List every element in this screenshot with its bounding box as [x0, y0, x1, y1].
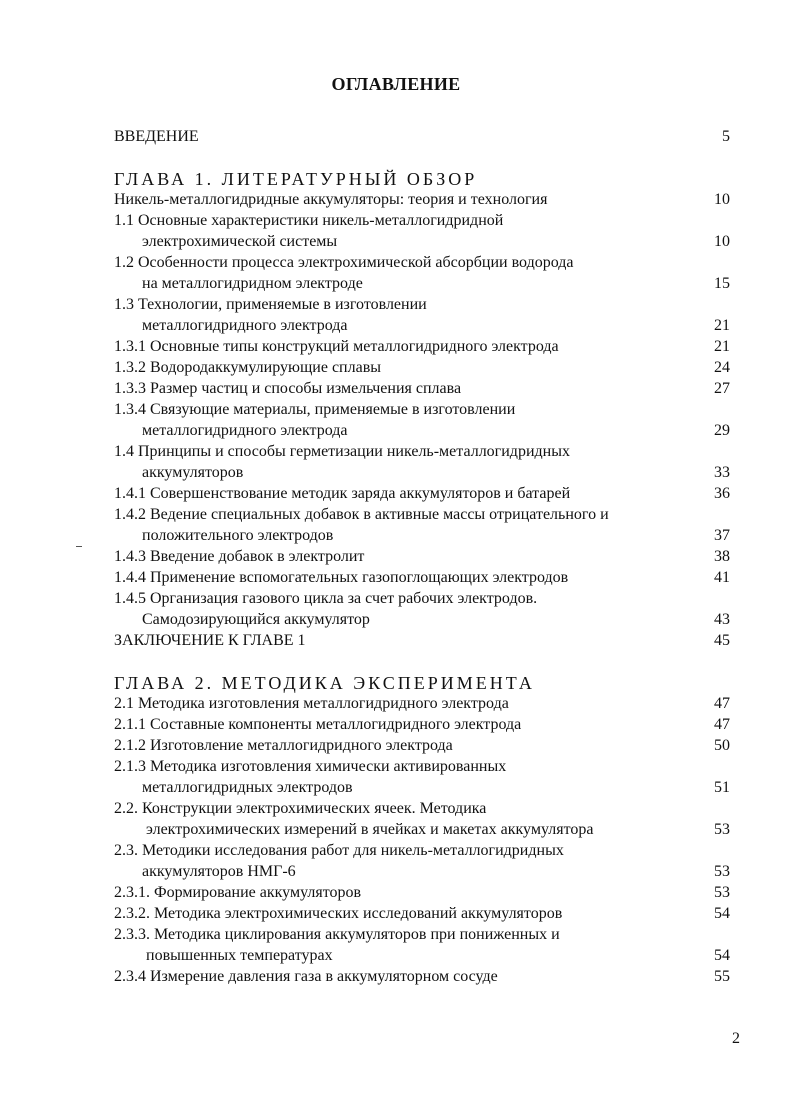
toc-entry-page: 5 — [722, 128, 730, 145]
toc-entry-text: 1.4.2 Ведение специальных добавок в активные массы отрицательного и — [114, 506, 609, 523]
toc-entry-continuation — [114, 526, 730, 546]
toc-entry-text: 1.4.1 Совершенствование методик заряда аккумуляторов и батарей — [114, 485, 571, 502]
toc-entry-page: 53 — [714, 863, 730, 880]
toc-entry — [114, 337, 730, 357]
toc-entry-page: 29 — [714, 422, 730, 439]
toc-entry-text: 1.4.3 Введение добавок в электролит — [114, 548, 365, 565]
toc-entry-page: 43 — [714, 611, 730, 628]
toc-entry — [114, 694, 730, 714]
toc-entry-page: 27 — [714, 380, 730, 397]
toc-entry-continuation — [114, 820, 730, 840]
toc-entry-text: 2.2. Конструкции электрохимических ячеек. Методика — [114, 800, 487, 817]
toc-entry-text: Самодозирующийся аккумулятор — [142, 611, 370, 628]
toc-entry — [114, 715, 730, 735]
toc-entry-page: 41 — [714, 569, 730, 586]
toc-entry-page: 51 — [714, 779, 730, 796]
toc-entry — [114, 967, 730, 987]
toc-entry-continuation — [114, 274, 730, 294]
toc-entry-page: 54 — [714, 905, 730, 922]
toc-entry-text: электрохимической системы — [142, 233, 338, 250]
toc-entry-text: 1.3.1 Основные типы конструкций металлогидридного электрода — [114, 338, 559, 355]
toc-entry — [114, 799, 730, 819]
toc-entry-continuation — [114, 610, 730, 630]
toc-entry-continuation — [114, 232, 730, 252]
toc-entry — [114, 358, 730, 378]
toc-entry — [114, 253, 730, 273]
toc-entry-page: 53 — [714, 884, 730, 901]
toc-entry — [114, 757, 730, 777]
toc-entry-page: 21 — [714, 338, 730, 355]
toc-entry-continuation — [114, 862, 730, 882]
toc-entry — [114, 484, 730, 504]
toc-entry-text: металлогидридного электрода — [142, 317, 348, 334]
chapter-2-heading: ГЛАВА 2. МЕТОДИКА ЭКСПЕРИМЕНТА — [114, 673, 535, 693]
toc-entry-text: 1.4.4 Применение вспомогательных газопоглощающих электродов — [114, 569, 569, 586]
toc-entry-text: 1.3.4 Связующие материалы, применяемые в изготовлении — [114, 401, 516, 418]
toc-entry-page: 47 — [714, 716, 730, 733]
toc-entry-page: 37 — [714, 527, 730, 544]
toc-entry-conclusion — [114, 631, 730, 651]
toc-entry-page: 47 — [714, 695, 730, 712]
toc-entry-text: 1.2 Особенности процесса электрохимической абсорбции водорода — [114, 254, 574, 271]
toc-entry-page: 36 — [714, 485, 730, 502]
toc-entry-text: 2.1.2 Изготовление металлогидридного электрода — [114, 737, 453, 754]
toc-entry-text: ВВЕДЕНИЕ — [114, 128, 199, 145]
toc-entry — [114, 400, 730, 420]
toc-entry-continuation — [114, 946, 730, 966]
toc-entry-text: 2.1.3 Методика изготовления химически активированных — [114, 758, 507, 775]
toc-entry-page: 24 — [714, 359, 730, 376]
toc-entry-text: положительного электродов — [142, 527, 334, 544]
toc-entry-text: 1.3.3 Размер частиц и способы измельчения сплава — [114, 380, 462, 397]
scan-artifact — [76, 546, 82, 547]
toc-entry-page: 10 — [714, 191, 730, 208]
toc-entry-text: 2.3. Методики исследования работ для никель-металлогидридных — [114, 842, 564, 859]
toc-entry — [114, 883, 730, 903]
toc-entry — [114, 904, 730, 924]
toc-entry-text: 2.3.4 Измерение давления газа в аккумуляторном сосуде — [114, 968, 498, 985]
toc-entry-text: 2.3.2. Методика электрохимических исследований аккумуляторов — [114, 905, 563, 922]
toc-entry-continuation — [114, 778, 730, 798]
toc-entry-continuation — [114, 316, 730, 336]
toc-entry — [114, 568, 730, 588]
chapter-1-heading: ГЛАВА 1. ЛИТЕРАТУРНЫЙ ОБЗОР — [114, 169, 478, 189]
toc-entry-continuation — [114, 463, 730, 483]
toc-entry-text: Никель-металлогидридные аккумуляторы: теория и технология — [114, 191, 548, 208]
toc-entry-page: 53 — [714, 821, 730, 838]
toc-entry-text: аккумуляторов — [142, 464, 244, 481]
toc-entry — [114, 589, 730, 609]
toc-entry-text: на металлогидридном электроде — [142, 275, 363, 292]
toc-entry-text: аккумуляторов НМГ-6 — [142, 863, 296, 880]
toc-entry — [114, 442, 730, 462]
toc-entry-text: металлогидридных электродов — [142, 779, 353, 796]
toc-entry — [114, 736, 730, 756]
toc-entry — [114, 547, 730, 567]
toc-entry — [114, 190, 730, 210]
toc-entry-text: 1.4.5 Организация газового цикла за счет рабочих электродов. — [114, 590, 538, 607]
toc-entry-page: 50 — [714, 737, 730, 754]
toc-entry-text: 2.3.3. Методика циклирования аккумуляторов при пониженных и — [114, 926, 560, 943]
toc-entry — [114, 841, 730, 861]
toc-entry-page: 21 — [714, 317, 730, 334]
toc-entry-page: 55 — [714, 968, 730, 985]
toc-entry-text: электрохимических измерений в ячейках и макетах аккумулятора — [146, 821, 594, 838]
toc-entry-page: 33 — [714, 464, 730, 481]
toc-entry-page: 54 — [714, 947, 730, 964]
toc-entry-intro — [114, 127, 730, 147]
toc-entry — [114, 295, 730, 315]
toc-entry-text: 1.1 Основные характеристики никель-металлогидридной — [114, 212, 504, 229]
toc-entry-text: ЗАКЛЮЧЕНИЕ К ГЛАВЕ 1 — [114, 632, 306, 649]
toc-entry — [114, 925, 730, 945]
toc-entry-text: 1.4 Принципы и способы герметизации никель-металлогидридных — [114, 443, 570, 460]
toc-entry-continuation — [114, 421, 730, 441]
toc-entry-text: 2.1 Методика изготовления металлогидридного электрода — [114, 695, 509, 712]
toc-entry-text: повышенных температурах — [146, 947, 333, 964]
toc-entry-text: 2.3.1. Формирование аккумуляторов — [114, 884, 362, 901]
page-title: ОГЛАВЛЕНИЕ — [331, 74, 461, 94]
toc-entry — [114, 211, 730, 231]
toc-entry-text: 2.1.1 Составные компоненты металлогидридного электрода — [114, 716, 522, 733]
toc-entry-page: 15 — [714, 275, 730, 292]
toc-entry-page: 10 — [714, 233, 730, 250]
toc-entry-text: металлогидридного электрода — [142, 422, 348, 439]
toc-entry — [114, 379, 730, 399]
toc-entry-text: 1.3.2 Водородаккумулирующие сплавы — [114, 359, 381, 376]
toc-entry-text: 1.3 Технологии, применяемые в изготовлении — [114, 296, 427, 313]
toc-entry-page: 45 — [714, 632, 730, 649]
page-number: 2 — [732, 1030, 740, 1047]
toc-entry-page: 38 — [714, 548, 730, 565]
toc-entry — [114, 505, 730, 525]
